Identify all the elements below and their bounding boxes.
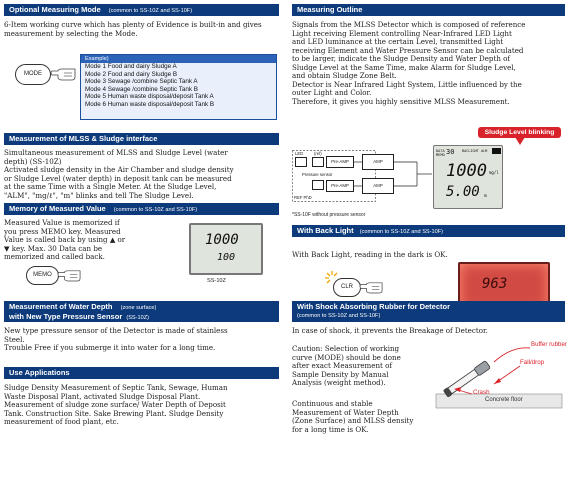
header-applications-title: Use Applications [9,368,70,377]
header-backlight [292,225,565,237]
diagram-footnote: *SS-10F without pressure sensor [292,212,366,218]
backlight-spark-icon [324,270,340,286]
water-depth-note: (zone surface) [120,305,157,311]
example-row: Mode 2 Food and dairy Sludge B [85,70,178,78]
water-depth-body [4,327,282,353]
outline-body [292,21,568,106]
amp-block-1: AMP [362,154,394,170]
water-depth-line: New type pressure sensor of the Detector is made of stainless [4,326,228,335]
header-backlight-title: With Back Light [297,226,354,235]
applications-line: Tank. Construction Site. Sake Brewing Plant. Sludge Density [4,408,224,418]
mode-button [15,64,51,85]
diagram-lcd-unit-top: mg/l [489,170,499,175]
header-mlss-title: Measurement of MLSS & Sludge interface [9,134,158,143]
header-outline-title: Measuring Outline [297,5,363,14]
outline-line: Light receiving Element controlling Near-Infrared LED Light [292,28,512,38]
example-row: Mode 5 Human waste disposal/deposit Tank A [85,93,214,100]
applications-line: Waste Disposal Plant, activated Sludge Disposal Plant. [4,391,201,401]
label-concrete-floor: Concrete floor [485,397,523,403]
diagram-lcd-memo: MEMO [436,153,445,157]
applications-line: Sludge Density Measurement of Septic Tank, Sewage, Human [4,383,228,392]
water-depth-line: Steel. [4,334,25,344]
diagram-lcd-status: BACLIGHT ALM [462,149,488,153]
header-backlight-note: (common to SS-10Z and SS-10F) [359,229,444,235]
label-buffer-rubber: Buffer rubber [531,341,568,348]
mlss-line: at the same Time with a Single Meter. At the Sludge Level, [4,182,217,192]
led-block [295,157,307,167]
mlss-body [4,149,282,200]
water-depth-title: Measurement of Water Depth [9,302,113,311]
outline-line: outer Light and Color. [292,88,372,98]
header-memory-note: (common to SS-10Z and SS-10F) [113,207,198,213]
outline-line: to be larger, indicate the Sludge Density and Water Depth of [292,54,511,64]
caution-line: Analysis (weight method). [292,378,386,388]
continuous-line: Continuous and stable [292,399,373,408]
memo-button [26,266,59,285]
pressure-label: Pressure sensor [302,172,333,177]
example-list [80,54,277,120]
header-mlss [4,133,279,145]
outline-line: Therefore, it gives you highly sensitive MLSS Measurement. [292,96,510,106]
water-depth-line: Trouble Free if you submerge it into water for a long time. [4,343,216,353]
backlight-lcd-value: 963 [482,276,508,292]
preamp-block-1: Pre-AMP [326,156,354,168]
header-outline [292,4,565,16]
optional-mode-body: 6-Item working curve which has plenty of Evidence is built-in and gives measurement by selecting the Mode. [4,20,262,38]
outline-line: Sludge Level at the Same Time, make Alarm for Sludge Level, [292,62,516,72]
applications-line: measurement of food plant, etc. [4,417,119,427]
memo-lcd [189,223,263,275]
outline-line: receiving Element and Water Pressure Sensor can be calculated [292,45,524,55]
mode-button-label: MODE [24,71,42,77]
ref-label: (ref) [314,151,322,156]
memory-line: ▼ key. Max. 30 Data can be [4,243,103,253]
diagram-lcd-data: DATA [436,149,445,153]
battery-icon [492,148,501,154]
shock-continuous [292,400,432,434]
memory-line: memorized and called back. [4,252,105,262]
header-shock-note: (common to SS-10Z and SS-10F) [297,312,381,319]
preamp-block-2: Pre-AMP [326,180,354,192]
outline-line: Detector is Near Infrared Light System, Little influenced by the [292,79,522,89]
header-water-depth-line2 [9,313,274,323]
pointing-hand-icon [359,278,383,295]
diagram-lcd-top: 1000 [446,161,487,181]
caution-line: after exact Measurement of [292,361,393,371]
example-row: Mode 4 Sewage /combine Septic Tank B [85,85,198,93]
pressure-block [312,180,324,190]
badge-pointer [515,137,525,145]
header-applications [4,367,279,379]
continuous-line: for a long time is OK. [292,424,369,434]
sludge-level-badge: Sludge Level blinking [478,127,561,138]
ref-phd-label: REF PhD [294,195,312,200]
outline-line: Signals from the MLSS Detector which is composed of reference [292,20,526,29]
continuous-line: Measurement of Water Depth [292,407,399,417]
diagram-lcd-bottom: 5.00 [446,184,480,200]
memo-lcd-top: 1000 [205,232,239,248]
outline-line: and LED luminance at the certain Level, transmitted Light [292,37,504,47]
pointing-hand-icon [50,64,76,82]
backlight-body: With Back Light, reading in the dark is OK. [292,250,448,259]
mlss-line: Simultaneous measurement of MLSS and Sludge Level (water [4,148,228,157]
header-optional-mode-note: (common to SS-10Z and SS-10F) [108,8,193,14]
example-rows [81,63,276,108]
memory-line: Measured Value is memorized if [4,218,120,227]
shock-caution [292,345,432,388]
memo-lcd-bottom: 100 [217,252,236,263]
mlss-line: Activated sludge density in the Air Chamber and sludge density [4,165,234,175]
header-optional-mode [4,4,279,16]
memory-line: Value is called back by using ▲ or [4,235,126,245]
header-shock-title: With Shock Absorbing Rubber for Detector [297,302,450,311]
mlss-line: or Sludge Level (water depth) in deposit tank can be measured [4,173,232,183]
shock-body: In case of shock, it prevents the Breakage of Detector. [292,326,488,335]
clr-button-label: CLR [340,284,353,290]
example-row: Mode 6 Human waste disposal/deposit Tank B [85,100,215,108]
header-shock [292,301,565,322]
caution-line: Caution: Selection of working [292,344,400,353]
pointing-hand-icon [57,266,81,283]
header-optional-mode-title: Optional Measuring Mode [9,5,101,14]
mlss-line: depth) (SS-10Z) [4,156,62,166]
header-water-depth [4,301,279,322]
continuous-line: (Zone Surface) and MLSS density [292,416,414,426]
water-depth-title-2: with New Type Pressure Sensor [9,311,123,321]
diagram-lcd-unit-bottom: m [484,194,487,199]
mlss-line: "ALM", "mg/ℓ", "m" blinks and tell The Sludge Level. [4,190,194,200]
memo-button-label: MEMO [33,272,52,278]
led-label: LED [295,151,304,156]
applications-body [4,384,282,427]
diagram-lcd [433,145,503,209]
applications-line: Measurement of sludge zone surface/ Water Depth of Deposit [4,400,226,410]
signal-diagram [292,145,565,217]
memory-line: you press MEMO key. Measured [4,226,121,236]
memory-body [4,219,164,262]
header-memory [4,203,279,215]
example-row: Mode 3 Sewage /combine Septic Tank A [85,78,198,85]
water-depth-note-2: (SS-10Z) [126,314,150,321]
example-row: Mode 1 Food and dairy Sludge A [85,63,177,70]
diagram-lcd-memo-num: 30 [446,148,455,156]
caution-line: Sample Density by Manual [292,369,389,379]
ref-block [312,157,324,167]
outline-line: and obtain Sludge Zone Belt. [292,71,397,81]
header-memory-title: Memory of Measured Value [9,204,106,213]
memo-lcd-caption: SS-10Z [207,278,226,284]
label-fall-drop: Fall/drop [520,359,545,366]
label-crash: Crash [473,389,490,396]
example-title: Example) [81,55,276,63]
caution-line: curve (MODE) should be done [292,352,401,362]
amp-block-2: AMP [362,178,394,194]
